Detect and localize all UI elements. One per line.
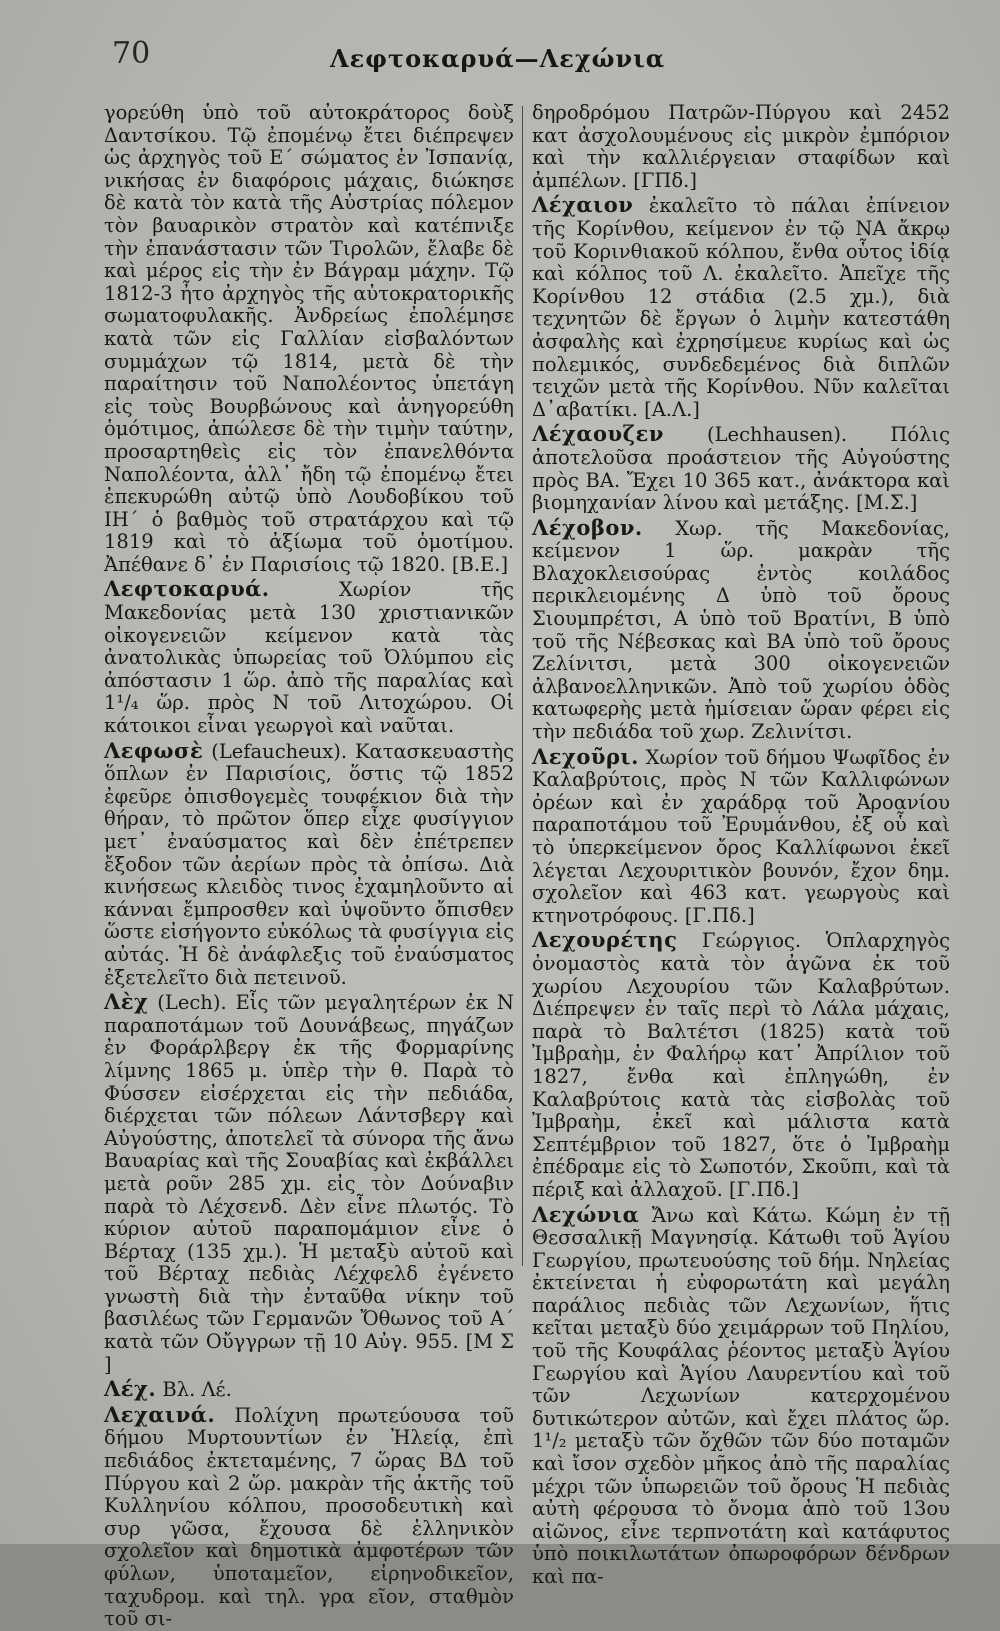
entry-text: Γεώργιος. Ὁπλαρχηγὸς ὀνομαστὸς κατὰ τὸν ἀγῶνα ἐκ τοῦ χωρίου Λεχουρίου τῶν Καλαβρύτων. Διέπρεψεν ἐν ταῖς περὶ τὸ Λάλα μάχαις, παρὰ τὸ Βαλτέτσι (1825) κατὰ τοῦ Ἰμβραὴμ, ἐν Φαλήρῳ κατ᾽ Ἀπρίλιον τοῦ 1827, ἔνθα καὶ ἐπληγώθη, ἐν Καλαβρύτοις κατὰ τὰς εἰσβολὰς τοῦ Ἰμβραὴμ, ἐκεῖ καὶ μάλιστα κατὰ Σεπτέμβριον τοῦ 1827, ὅτε ὁ Ἰμβραὴμ ἐπέδραμε εἰς τὸ Σωποτόν, Σκοῦπι, καὶ τὰ πέριξ καὶ ἀλλαχοῦ. [Γ.Πδ.] [532,929,950,1201]
entry-text: ἐκαλεῖτο τὸ πάλαι ἐπίνειον τῆς Κορίνθου, κείμενον ἐν τῷ ΝΑ ἄκρῳ τοῦ Κορινθιακοῦ κόλπου, ἔνθα οὗτος ἰδίᾳ καὶ κόλπος τοῦ Λ. ἐκαλεῖτο. Ἀπεῖχε τῆς Κορίνθου 12 στάδια (2.5 χμ.), διὰ τεχνητῶν δὲ ἔργων ὁ λιμὴν κατεστάθη ἀσφαλὴς καὶ ἐχρησίμευε κυρίως καὶ ὡς πολεμικός, συνδεδεμένος διὰ διπλῶν τειχῶν μετὰ τῆς Κορίνθου. Νῦν καλεῖται Δ᾽αβατίκι. [Α.Λ.] [532,194,950,421]
entry-text: Χωρίον τῆς Μακεδονίας μετὰ 130 χριστιανικῶν οἰκογενειῶν κείμενον κατὰ τὰς ἀνατολικὰς ὑπωρείας τοῦ Ὀλύμπου εἰς ἀπόστασιν 1 ὥρ. ἀπὸ τῆς παραλίας καὶ 1¹/₄ ὥρ. πρὸς Ν τοῦ Λιτοχώρου. Οἱ κάτοικοι εἶναι γεωργοὶ καὶ ναῦται. [104,578,514,738]
entry-headword: Λέχ. [104,1376,157,1402]
right-column [532,102,950,1589]
entry-lechovon [532,514,950,744]
entry-lech-see [104,1378,514,1402]
entry-text: Βλ. Λέ. [156,1378,232,1402]
entry-text: (Lechhausen). Πόλις ἀποτελοῦσα προάστειον τῆς Αὐγούστης πρὸς ΒΑ. Ἔχει 10 365 κατ., ἀνάκτορα καὶ βιομηχανίαν λίνου καὶ μετάξης. [Μ.Σ.] [532,423,950,515]
entry-headword: Λεχοῦρι. [532,743,639,769]
entry-headword: Λεφωσὲ [104,737,204,763]
entry-text: Ἄνω καὶ Κάτω. Κώμη ἐν τῇ Θεσσαλικῇ Μαγνησίᾳ. Κάτωθι τοῦ Ἁγίου Γεωργίου, πρωτευούσης τοῦ δήμ. Νηλείας ἐκτείνεται ἡ εὐφορωτάτη καὶ μεγάλη παράλιος πεδιὰς τῶν Λεχωνίων, ἥτις κεῖται μεταξὺ δύο χειμάρρων τοῦ Πηλίου, τοῦ τῆς Κουφάλας ῥέοντος μεταξὺ Ἁγίου Γεωργίου καὶ Ἁγίου Λαυρεντίου καὶ τοῦ τῶν Λεχωνίων κατερχομένου δυτικώτερον αὐτῶν, καὶ ἔχει πλάτος ὥρ. 1¹/₂ μεταξὺ τῶν ὄχθῶν τῶν δύο ποταμῶν καὶ ἴσον σχεδὸν μῆκος ἀπὸ τῆς παραλίας μέχρι τῶν ὑπωρειῶν τοῦ ὄρους Ἡ πεδιὰς αὐτὴ φέρουσα τὸ ὄνομα ἀπὸ τοῦ 13ου αἰῶνος, εἶνε τερπνοτάτη καὶ κατάφυτος ὑπὸ ποικιλωτάτων ὀπωροφόρων δένδρων καὶ πα- [532,1203,950,1588]
entry-text: Χωρ. τῆς Μακεδονίας, κείμενον 1 ὥρ. μακρὰν τῆς Βλαχοκλεισούρας ἐντὸς κοιλάδος περικλειομένης Δ ὑπὸ τοῦ ὄρους Σιουμπρέτσι, Α ὑπὸ τοῦ Βρατίνι, Β ὑπὸ τοῦ τῆς Νέβεσκας καὶ ΒΑ ὑπὸ τοῦ ὄρους Ζελίνιτσι, μετὰ 300 οἰκογενειῶν ἀλβανοελληνικῶν. Ἀπὸ τοῦ χωρίου ὁδὸς κατωφερὴς μετὰ ἡμίσειαν ὥραν φέρει εἰς τὴν πεδιάδα τοῦ χωρ. Ζελινίτσι. [532,516,950,744]
entry-headword: Λεχώνια [532,1201,640,1227]
entry-text: (Lefaucheux). Κατασκευαστὴς ὅπλων ἐν Παρισίοις, ὅστις τῷ 1852 ἐφεῦρε ὀπισθογεμὲς τουφέκιον διὰ τὴν θήραν, τὸ πρῶτον ὅπερ εἶχε φυσίγγιον μετ᾽ ἐναύσματος καὶ δὲν ἐπέτρεπεν ἔξοδον τῶν ἀερίων πρὸς τὰ ὀπίσω. Διὰ κινήσεως κλειδὸς τινος ἐχαμηλοῦντο αἱ κάνναι ἔμπροσθεν καὶ ὑψοῦντο ὄπισθεν ὥστε εἰσήγοντο εὐκόλως τὰ φυσίγγια εἰς αὐτάς. Ἡ δὲ ἀνάφλεξις τοῦ ἐναύσματος ἐξετελεῖτο διὰ πετεινοῦ. [104,739,514,989]
entry-lefaucheux [104,737,514,990]
entry-text: Χωρίον τοῦ δήμου Ψωφῖδος ἐν Καλαβρύτοις, πρὸς Ν τῶν Καλλιφώνων ὀρέων καὶ ἐν χαράδρᾳ τοῦ Ἀροανίου παραποτάμου τοῦ Ἐρυμάνθου, ἐξ οὗ καὶ τὸ ὑπερκείμενον ὄρος Καλλίφωνοι ἐκεῖ λέγεται Λεχουριτικὸν βουνόν, ἔχον δημ. σχολεῖον καὶ 463 κατ. γεωργοὺς καὶ κτηνοτρόφους. [Γ.Πδ.] [532,745,950,927]
entry-lechouri [532,743,950,928]
entry-lechhausen [532,423,950,514]
entry-lechonia [532,1201,950,1589]
entry-lechouretis [532,929,950,1201]
entry-lechaina [104,1401,514,1631]
entry-headword: Λέχοβον. [532,514,643,540]
entry-text: (Lech). Εἷς τῶν μεγαλητέρων ἐκ Ν παραποτάμων τοῦ Δουνάβεως, πηγάζων ἐν Φοράρλβεργ ἐκ τῆς Φορμαρίνης λίμνης 1865 μ. ὑπὲρ τὴν θ. Παρὰ τὸ Φύσσεν εἰσέρχεται εἰς τὴν πεδιάδα, διέρχεται τῶν πόλεων Λάντσβεργ καὶ Αὐγούστης, ἀποτελεῖ τὰ σύνορα τῆς ἄνω Βαυαρίας καὶ τῆς Σουαβίας καὶ ἐκβάλλει μετὰ ροῦν 285 χμ. εἰς τὸν Δούναβιν παρὰ τὸ Λέχσενδ. Δὲν εἶνε πλωτός. Τὸ κύριον αὐτοῦ παραπομάμιον εἶνε ὁ Βέρταχ (135 χμ.). Ἡ μεταξὺ αὐτοῦ καὶ τοῦ Βέρταχ πεδιὰς Λέχφελδ ἐγένετο γνωστὴ διὰ τὴν ἐνταῦθα νίκην τοῦ βασιλέως τῶν Γερμανῶν Ὄθωνος τοῦ Α΄ κατὰ τῶν Οὔγγρων τῇ 10 Αὐγ. 955. [Μ Σ ] [104,991,514,1376]
running-head: Λεφτοκαρυά—Λεχώνια [330,44,666,73]
entry-continuation [104,102,514,576]
entry-lech [104,991,514,1376]
entry-headword: Λέχαιον [532,192,634,218]
entry-leftokarya [104,578,514,737]
entry-lechaion [532,194,950,421]
left-column [104,102,514,1631]
entry-headword: Λὲχ [104,989,149,1015]
entry-headword: Λεχουρέτης [532,927,678,953]
page-number: 70 [112,36,151,71]
entry-text: γορεύθη ὑπὸ τοῦ αὐτοκράτορος δοὺξ Δαντσίκου. Τῷ ἐπομένῳ ἔτει διέπρεψεν ὡς ἀρχηγὸς τοῦ Ε΄ σώματος ἐν Ἰσπανίᾳ, νικήσας ἐν διαφόροις μάχαις, διώκησε δὲ κατὰ τὸν κατὰ τῆς Αὐστρίας πόλεμον τὸν βαυαρικὸν στρατὸν καὶ κατέπνιξε τὴν ἐπανάστασιν τῶν Τιρολῶν, ἔλαβε δὲ καὶ μέρος εἰς τὴν ἐν Βάγραμ μάχην. Τῷ 1812-3 ἦτο ἀρχηγὸς τῆς αὐτοκρατορικῆς σωματοφυλακῆς. Ἀνδρείως ἐπολέμησε κατὰ τῶν εἰς Γαλλίαν εἰσβαλόντων συμμάχων τῷ 1814, μετὰ δὲ τὴν παραίτησιν τοῦ Ναπολέοντος ὑπετάγη εἰς τοὺς Βουρβώνους καὶ ἀνηγορεύθη ὁμότιμος, ἀπώλεσε δὲ τὴν τιμὴν ταύτην, προσαρτηθεὶς εἰς τὸν ἐπανελθόντα Ναπολέοντα, ἀλλ᾽ ἤδη τῷ ἐπομένῳ ἔτει ἐπεκυρώθη αὐτῷ ὑπὸ Λουδοβίκου τοῦ ΙΗ΄ ὁ βαθμὸς τοῦ στρατάρχου καὶ τῷ 1819 καὶ τὸ ἀξίωμα τοῦ ὁμοτίμου. Ἀπέθανε δ᾽ ἐν Παρισίοις τῷ 1820. [Β.Ε.] [104,101,514,576]
entry-headword: Λέχαουζεν [532,421,664,447]
column-divider [522,106,523,1266]
entry-headword: Λεφτοκαρυά. [104,576,270,602]
entry-text: δηροδρόμου Πατρῶν-Πύργου καὶ 2452 κατ ἀσχολουμένους εἰς μικρὸν ἐμπόριον καὶ τὴν καλλιέργειαν σταφίδων καὶ ἀμπέλων. [ΓΠδ.] [532,101,950,192]
entry-text: Πολίχνη πρωτεύουσα τοῦ δήμου Μυρτουντίων ἐν Ἠλείᾳ, ἐπὶ πεδιάδος ἐκτεταμένης, 7 ὥρας ΒΔ τοῦ Πύργου καὶ 2 ὥρ. μακρὰν τῆς ἀκτῆς τοῦ Κυλληνίου κόλπου, προσοδευτικὴ καὶ συρ γῶσα, ἔχουσα δὲ ἑλληνικὸν σχολεῖον καὶ δημοτικὰ ἀμφοτέρων τῶν φύλων, ὑποταμεῖον, εἰρηνοδικεῖον, ταχυδρομ. καὶ τηλ. γρα εῖον, σταθμὸν τοῦ σι- [104,1403,514,1631]
entry-continuation [532,102,950,192]
entry-headword: Λεχαινά. [104,1401,216,1427]
